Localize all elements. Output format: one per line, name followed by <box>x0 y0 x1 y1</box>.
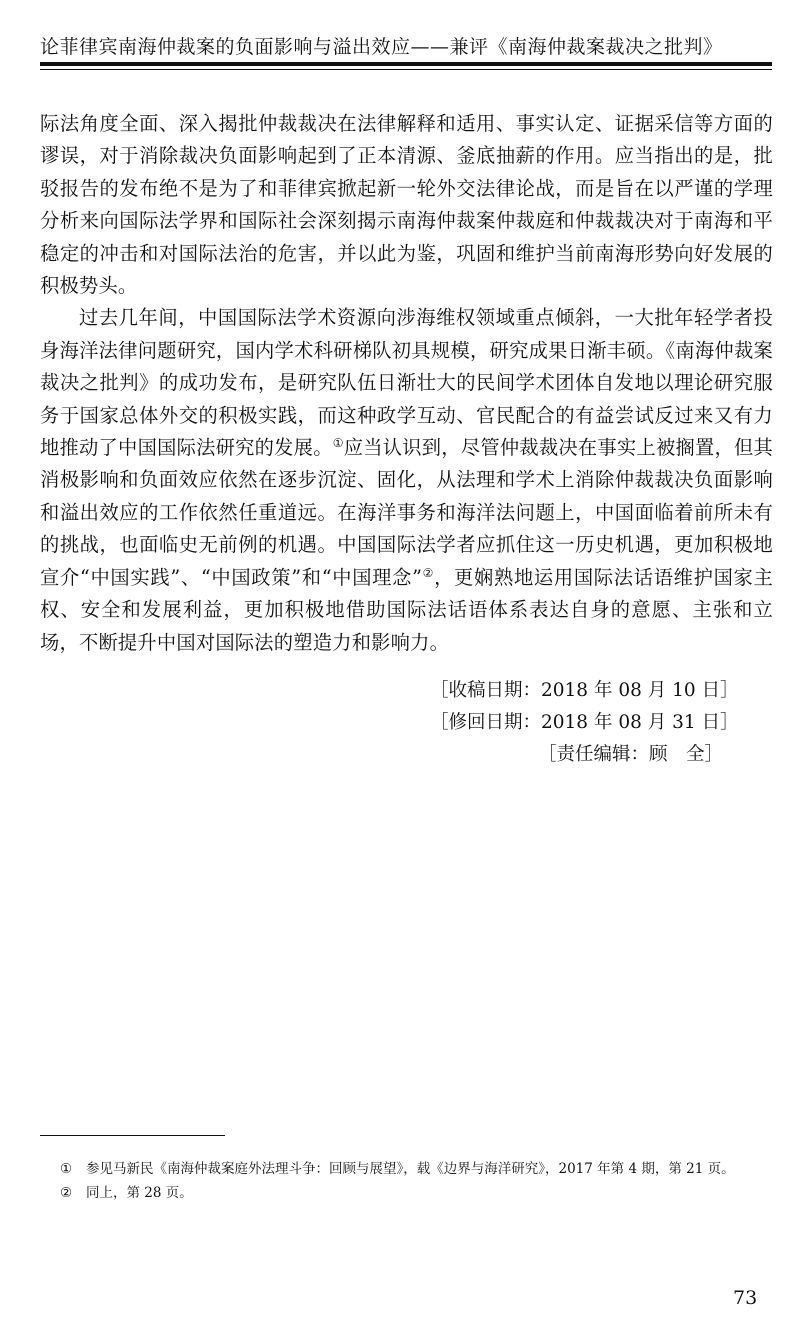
footnote-1-text: 参见马新民《南海仲裁案庭外法理斗争：回顾与展望》，载《边界与海洋研究》，2017 年第 4 期，第 21 页。 <box>86 1161 735 1177</box>
header-rule-thin <box>40 69 772 70</box>
footnotes <box>40 1158 775 1206</box>
footnote-divider <box>40 1135 225 1136</box>
footnote-1-number: ① <box>60 1161 73 1177</box>
footnote-2 <box>40 1182 775 1204</box>
revised-date: ［修回日期：2018 年 08 月 31 日］ <box>430 712 739 733</box>
received-date: ［收稿日期：2018 年 08 月 10 日］ <box>430 680 739 701</box>
responsible-editor: ［责任编辑：顾 全］ <box>538 744 724 765</box>
paragraph-2-part-2: 应当认识到，尽管仲裁裁决在事实上被搁置，但其消极影响和负面效应依然在逐步沉淀、固化，从法理和学术上消除仲裁裁决负面影响和溢出效应的工作依然任重道远。在海洋事务和海洋法问题上，中国面临着前所未有的挑战，也面临史无前例的机遇。中国国际法学者应抓住这一历史机遇，更加积极地宣介“中国实践”、“中国政策”和“中国理念” <box>40 436 773 589</box>
header-rule-thick <box>40 62 772 66</box>
paragraph-2-part-3: ，更娴熟地运用国际法话语维护国家主权、安全和发展利益，更加积极地借助国际法话语体系表达自身的意愿、主张和立场，不断提升中国对国际法的塑造力和影响力。 <box>40 565 773 654</box>
footnote-1 <box>40 1158 775 1180</box>
page-number: 73 <box>733 1287 758 1309</box>
footnote-ref-1[interactable]: ① <box>332 436 344 451</box>
main-body <box>40 108 773 659</box>
running-head-title: 论菲律宾南海仲裁案的负面影响与溢出效应——兼评《南海仲裁案裁决之批判》 <box>40 36 723 58</box>
footnote-ref-2[interactable]: ② <box>422 565 435 580</box>
footnote-2-text: 同上，第 28 页。 <box>86 1185 193 1201</box>
footnote-2-number: ② <box>60 1185 73 1201</box>
paragraph-2 <box>40 302 773 658</box>
paragraph-2-part-1: 过去几年间，中国国际法学术资源向涉海维权领域重点倾斜，一大批年轻学者投身海洋法律问题研究，国内学术科研梯队初具规模，研究成果日渐丰硕。《南海仲裁案裁决之批判》的成功发布，是研究队伍日渐壮大的民间学术团体自发地以理论研究服务于国家总体外交的积极实践，而这种政学互动、官民配合的有益尝试反过来又有力地推动了中国国际法研究的发展。 <box>40 306 773 460</box>
paragraph-1: 际法角度全面、深入揭批仲裁裁决在法律解释和适用、事实认定、证据采信等方面的谬误，对于消除裁决负面影响起到了正本清源、釜底抽薪的作用。应当指出的是，批驳报告的发布绝不是为了和菲律宾掀起新一轮外交法律论战，而是旨在以严谨的学理分析来向国际法学界和国际社会深刻揭示南海仲裁案仲裁庭和仲裁裁决对于南海和平稳定的冲击和对国际法治的危害，并以此为鉴，巩固和维护当前南海形势向好发展的积极势头。 <box>40 112 773 298</box>
article-dates <box>430 675 739 771</box>
